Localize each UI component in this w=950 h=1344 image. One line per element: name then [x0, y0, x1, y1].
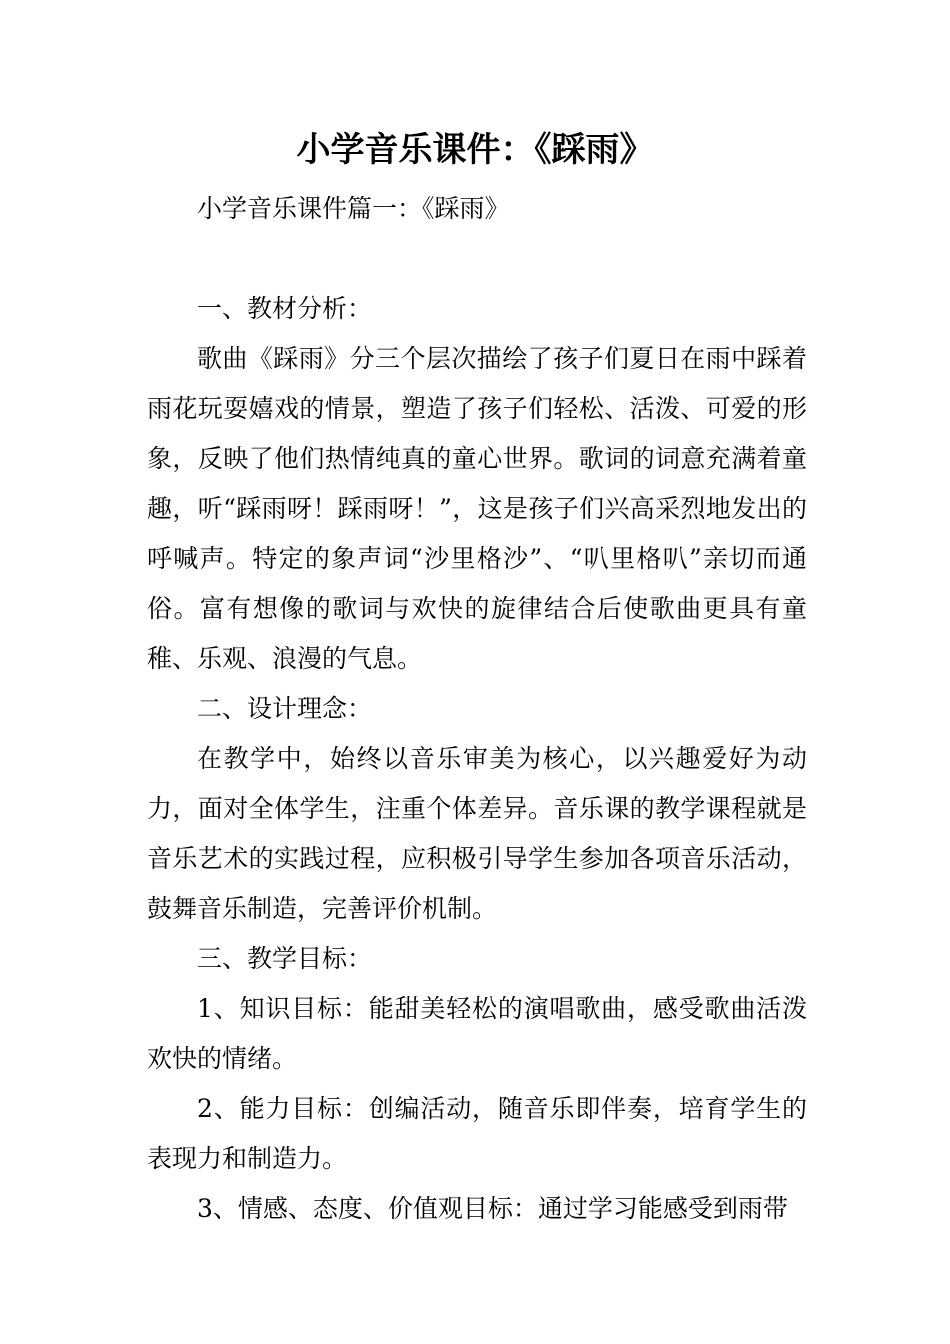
section-heading-goals: 三、教学目标： — [197, 944, 373, 973]
section-heading-concept: 二、设计理念： — [197, 694, 373, 723]
paragraph-analysis: 歌曲《踩雨》分三个层次描绘了孩子们夏日在雨中踩着雨花玩耍嬉戏的情景，塑造了孩子们轻松、活泼、可爱的形象，反映了他们热情纯真的童心世界。歌词的词意充满着童趣，听“踩雨呀！踩雨呀！”，这是孩子们兴高采烈地发出的呼喊声。特定的象声词“沙里格沙”、“叭里格叭”亲切而通俗。富有想像的歌词与欢快的旋律结合后使歌曲更具有童稚、乐观、浪漫的气息。 — [147, 344, 807, 673]
goal-knowledge: 1、知识目标：能甜美轻松的演唱歌曲，感受歌曲活泼欢快的情绪。 — [147, 994, 807, 1073]
paragraph-concept: 在教学中，始终以音乐审美为核心，以兴趣爱好为动力，面对全体学生，注重个体差异。音乐课的教学课程就是音乐艺术的实践过程，应积极引导学生参加各项音乐活动，鼓舞音乐制造，完善评价机制。 — [147, 744, 807, 923]
goal-emotion: 3、情感、态度、价值观目标：通过学习能感受到雨带 — [197, 1194, 788, 1223]
section-heading-analysis: 一、教材分析： — [197, 294, 373, 323]
document-body — [147, 184, 807, 1234]
document-title: 小学音乐课件：《踩雨》 — [296, 130, 654, 170]
subtitle: 小学音乐课件篇一：《踩雨》 — [197, 194, 510, 223]
goal-ability: 2、能力目标：创编活动，随音乐即伴奏，培育学生的表现力和制造力。 — [147, 1094, 807, 1173]
